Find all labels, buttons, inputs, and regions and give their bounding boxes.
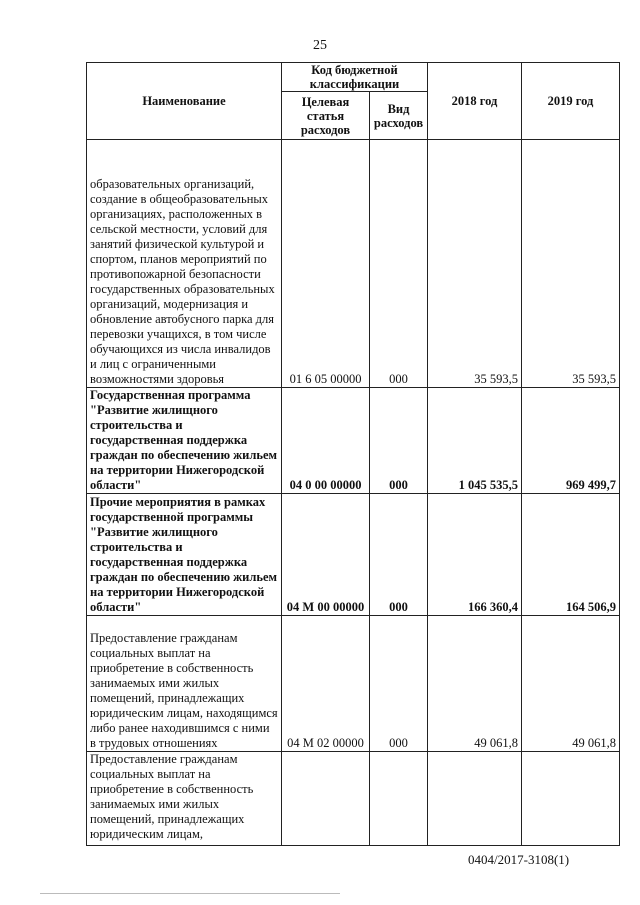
row-2019: 35 593,5 xyxy=(522,140,620,388)
row-type: 000 xyxy=(370,140,428,388)
table-row xyxy=(87,752,620,846)
row-2019: 969 499,7 xyxy=(522,388,620,494)
row-name: Прочие мероприятия в рамках государственной программы "Развитие жилищного строительства и государственная поддержка граждан по обеспечению жильем на территории Нижегородской области" xyxy=(87,494,282,616)
budget-table xyxy=(86,62,620,846)
table-row xyxy=(87,494,620,616)
row-2019: 164 506,9 xyxy=(522,494,620,616)
row-2019 xyxy=(522,752,620,846)
row-type xyxy=(370,752,428,846)
row-2018: 35 593,5 xyxy=(428,140,522,388)
row-name: Государственная программа "Развитие жилищного строительства и государственная поддержка граждан по обеспечению жильем на территории Нижегородской области" xyxy=(87,388,282,494)
header-type: Вид расходов xyxy=(370,92,428,140)
row-target: 04 0 00 00000 xyxy=(282,388,370,494)
row-target: 04 М 00 00000 xyxy=(282,494,370,616)
row-type: 000 xyxy=(370,494,428,616)
row-name: Предоставление гражданам социальных выплат на приобретение в собственность занимаемых ими жилых помещений, принадлежащих юридическим лицам, находящимся либо ранее находившимся с ними в трудовых отношениях xyxy=(87,616,282,752)
row-2019: 49 061,8 xyxy=(522,616,620,752)
row-2018: 49 061,8 xyxy=(428,616,522,752)
table-row xyxy=(87,616,620,752)
row-name: образовательных организаций, создание в общеобразовательных организациях, расположенных в сельской местности, условий для занятий физической культурой и спортом, планов мероприятий по противопожарной безопасности государственных образовательных организаций, модернизация и обновление автобусного парка для перевозки учащихся, в том числе обучающихся из числа инвалидов и лиц с ограниченными возможностями здоровья xyxy=(87,140,282,388)
row-target xyxy=(282,752,370,846)
document-code: 0404/2017-3108(1) xyxy=(468,852,570,867)
row-type: 000 xyxy=(370,616,428,752)
row-name: Предоставление гражданам социальных выплат на приобретение в собственность занимаемых ими жилых помещений, принадлежащих юридическим лицам, xyxy=(87,752,282,846)
header-2018: 2018 год xyxy=(428,63,522,140)
row-target: 01 6 05 00000 xyxy=(282,140,370,388)
header-target: Целевая статья расходов xyxy=(282,92,370,140)
table-row xyxy=(87,388,620,494)
page-number: 25 xyxy=(313,38,327,53)
header-2019: 2019 год xyxy=(522,63,620,140)
row-type: 000 xyxy=(370,388,428,494)
row-target: 04 М 02 00000 xyxy=(282,616,370,752)
scan-artifact xyxy=(40,893,340,894)
header-name: Наименование xyxy=(87,63,282,140)
table-row xyxy=(87,140,620,388)
row-2018 xyxy=(428,752,522,846)
header-budget-code: Код бюджетной классификации xyxy=(282,63,428,92)
row-2018: 1 045 535,5 xyxy=(428,388,522,494)
row-2018: 166 360,4 xyxy=(428,494,522,616)
